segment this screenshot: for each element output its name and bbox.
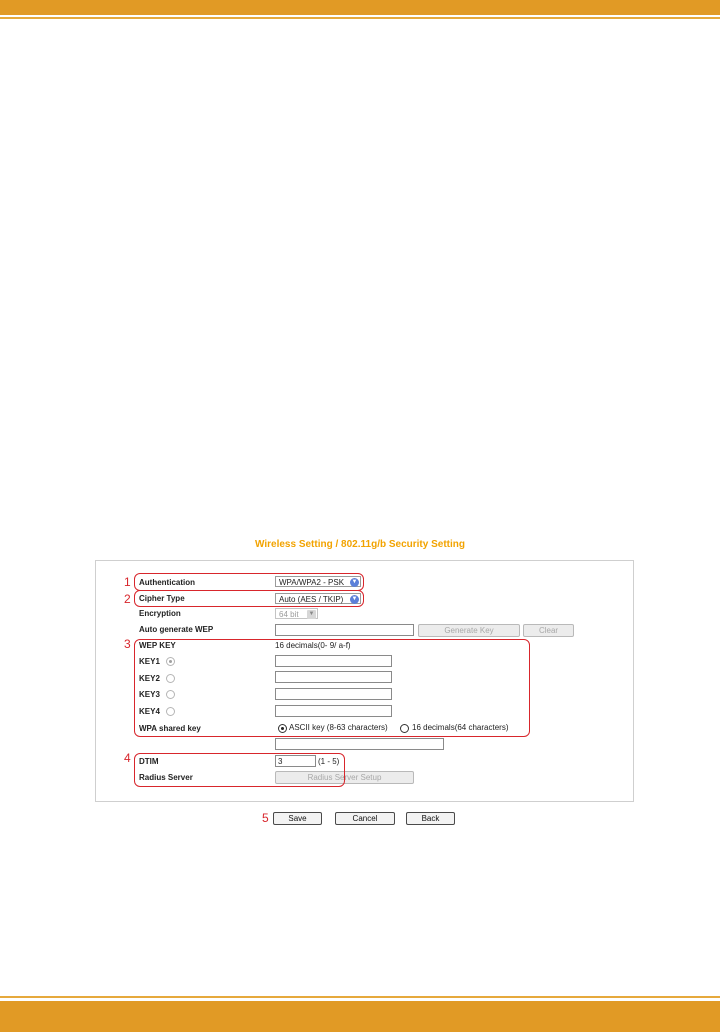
- key2-label: KEY2: [139, 674, 160, 683]
- bottom-banner: [0, 1001, 720, 1032]
- top-banner-line: [0, 17, 720, 19]
- wpa-shared-key-label: WPA shared key: [139, 724, 201, 733]
- auto-generate-wep-label: Auto generate WEP: [139, 625, 214, 634]
- callout-number-2: 2: [124, 592, 131, 606]
- callout-box-2: [134, 590, 364, 607]
- page-title: Wireless Setting / 802.11g/b Security Setting: [255, 539, 465, 550]
- encryption-value: 64 bit: [279, 610, 299, 619]
- cancel-button[interactable]: Cancel: [335, 812, 395, 825]
- key3-label: KEY3: [139, 690, 160, 699]
- cipher-type-value: Auto (AES / TKIP): [279, 595, 344, 604]
- authentication-label: Authentication: [139, 578, 195, 587]
- back-button[interactable]: Back: [406, 812, 455, 825]
- key1-label: KEY1: [139, 657, 160, 666]
- radius-server-label: Radius Server: [139, 773, 193, 782]
- hex-key-option-label: 16 decimals(64 characters): [412, 723, 509, 732]
- cipher-type-label: Cipher Type: [139, 594, 185, 603]
- top-banner: [0, 0, 720, 15]
- chevron-down-icon: ▼: [308, 611, 315, 617]
- callout-number-4: 4: [124, 751, 131, 765]
- ascii-key-option-label: ASCII key (8-63 characters): [289, 723, 388, 732]
- wpa-shared-key-input[interactable]: [275, 738, 444, 750]
- wep-key-hint: 16 decimals(0- 9/ a-f): [275, 641, 351, 650]
- callout-number-3: 3: [124, 637, 131, 651]
- chevron-down-icon: ▼: [351, 596, 358, 602]
- callout-box-4: [134, 753, 345, 787]
- wep-key-label: WEP KEY: [139, 641, 176, 650]
- dtim-label: DTIM: [139, 757, 159, 766]
- clear-button[interactable]: Clear: [523, 624, 574, 637]
- chevron-down-icon: ▼: [351, 579, 358, 585]
- encryption-select[interactable]: [275, 608, 318, 619]
- radius-server-setup-button[interactable]: Radius Server Setup: [275, 771, 414, 784]
- callout-number-1: 1: [124, 575, 131, 589]
- generate-key-button[interactable]: Generate Key: [418, 624, 520, 637]
- dtim-range: (1 - 5): [318, 757, 340, 766]
- key4-label: KEY4: [139, 707, 160, 716]
- authentication-value: WPA/WPA2 - PSK: [279, 578, 345, 587]
- callout-box-3: [134, 639, 530, 737]
- bottom-banner-line: [0, 996, 720, 998]
- callout-number-5: 5: [262, 811, 269, 825]
- auto-generate-wep-input[interactable]: [275, 624, 414, 636]
- save-button[interactable]: Save: [273, 812, 322, 825]
- encryption-label: Encryption: [139, 609, 181, 618]
- callout-box-1: [134, 573, 364, 591]
